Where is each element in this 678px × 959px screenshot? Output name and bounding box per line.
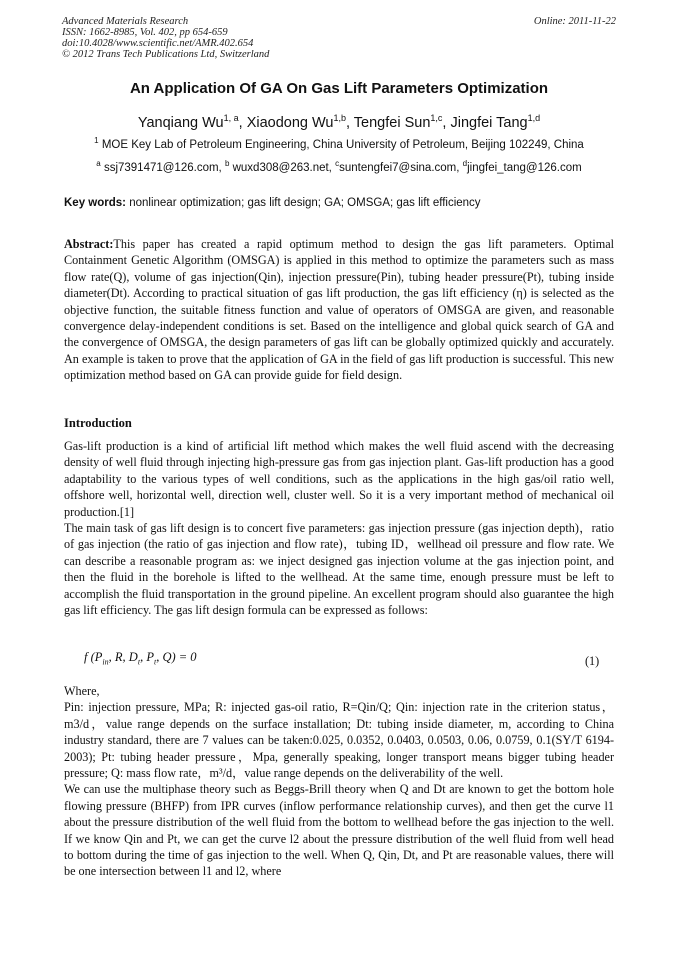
affiliation-sup: 1 [94,136,99,146]
section-heading-introduction: Introduction [64,416,132,430]
paragraph: We can use the multiphase theory such as Beggs-Brill theory when Q and Dt are known to get the bottom hole flowing pressure (BHFP) from IPR curves (inflow performance relationship curves), and then get the curve l1 about the pressure distribution of the well fluid from the bottom to wellhead before the gas injection to the well. If we know Qin and Pt, we can get the curve l2 about the pressure distribution of the well fluid from well head to bottom during the time of gas injection to the well. When Q, Qin, Dt, and Pt are reasonable values, there will be one intersection between l1 and l2, where [64,782,614,879]
eq-f: f [84,650,88,664]
eq-p: P [94,650,103,664]
email-sup: d [462,159,468,169]
author-name: Yanqiang Wu [137,115,224,131]
email: jingfei_tang@126.com [467,162,582,174]
email-list [0,159,678,174]
equation [84,650,197,667]
abstract [64,236,614,384]
journal-name: Advanced Materials Research [62,16,189,27]
eq-sub: t [153,657,157,667]
email-sup: b [224,159,230,169]
equation-number: (1) [585,654,600,668]
keywords-text: nonlinear optimization; gas lift design; GA; OMSGA; gas lift efficiency [129,197,481,209]
eq-part: , R, D [108,650,138,664]
eq-tail: , Q) = 0 [156,650,197,664]
paragraph: Where, [64,684,100,698]
copyright-line: © 2012 Trans Tech Publications Ltd, Switzerland [62,49,270,60]
journal-header [62,16,616,60]
author-sup: 1,c [430,113,443,124]
email-sup: c [335,159,340,169]
author-name: Jingfei Tang [450,115,528,131]
email: wuxd308@263.net, [232,162,332,174]
paragraph: The main task of gas lift design is to concert five parameters: gas injection pressure (gas injection depth)，ratio of gas injection (the ratio of gas injection and flow rate)，tubing ID，wellhead oil pressure and flow rate. We can describe a reasonable program as: we inject designed gas injection volume at the gas injection point, and then the fluid in the borehole is lifted to the wellhead. At the same time, enough pressure must be left to accomplish the fluid transportation in the ground pipeline. An excellent program should also guarantee the high gas lift efficiency. The gas lift design formula can be expressed as follows: [64,521,614,618]
author-name: Tengfei Sun [353,115,431,131]
abstract-label: Abstract: [64,237,114,251]
email: ssj7391471@126.com, [103,162,222,174]
eq-sub: in [102,657,109,667]
doi-line: doi:10.4028/www.scientific.net/AMR.402.654 [62,38,254,49]
author-name: Xiaodong Wu [246,115,334,131]
eq-sub: t [137,657,141,667]
email-sup: a [96,159,101,169]
paragraph: Pin: injection pressure, MPa; R: injected gas-oil ratio, R=Qin/Q; Qin: injection rate in the criterion status，m3/d，value range depends on the surface installation; Dt: tubing inside diameter, m, according to China industry standard, there are 7 values can be taken:0.025, 0.0352, 0.0403, 0.0503, 0.06, 0.0759, 0.1(SY/T 6194-2003); Pt: tubing header pressure，Mpa, generally speaking, longer transport means bigger tubing header pressure; Q: mass flow rate，m³/d，value range depends on the deliverability of the well. [64,700,614,781]
eq-open: ( [90,650,95,664]
introduction-body [64,438,614,618]
author-sup: 1, a [223,113,239,124]
paragraph: Gas-lift production is a kind of artificial lift method which makes the well fluid ascend with the decreasing density of well fluid through injecting high-pressure gas from gas injection plant. Gas-lift production has a good adaptability to the various types of well conditions, such as the applications in the high gas/oil ratio well, offshore well, horizontal well, direction well, cluster well. So it is a very important method of mechanical oil production.[1] [64,439,614,519]
paper-title: An Application Of GA On Gas Lift Parameters Optimization [129,80,549,97]
keywords-label: Key words: [64,197,126,209]
email: suntengfei7@sina.com, [339,162,460,174]
author-sup: 1,b [333,113,346,124]
author-sup: 1,d [527,113,541,124]
author-list: Yanqiang Wu$^{1, a}$, Xiaodong Wu$^{1,b}$, Tengfei Sun$^{1,c}$, Jingfei Tang$^{1,d}$ [137,113,541,131]
issn-line: ISSN: 1662-8985, Vol. 402, pp 654-659 [62,27,228,38]
abstract-text: This paper has created a rapid optimum method to design the gas lift parameters. Optimal Containment Genetic Algorithm (OMSGA) is applied in this method to optimize the parameters such as mass flow rate(Q), volume of gas injection(Qin), injection pressure(Pin), tubing header pressure(Pt), tubing inside diameter(Dt). According to practical situation of gas lift production, the gas lift efficiency (η) is selected as the objective function, the suitable fitness function and value of operators of OMSGA are given, and reasonable convergence delay-independent conditions is set. Based on the intelligence and global quick search of GA and the convergence of OMSGA, the design parameters of gas lift can be globally optimized quickly and accurately. An example is taken to prove that the application of GA in the field of gas lift production is successful. This new optimization method based on GA can provide guide for field design. [64,237,614,383]
keywords [64,197,624,209]
eq-part: , P [140,650,154,664]
definitions-body [64,683,614,880]
affiliation [0,136,678,151]
online-date: Online: 2011-11-22 [533,16,616,27]
affiliation-text: MOE Key Lab of Petroleum Engineering, China University of Petroleum, Beijing 102249, China [101,139,584,151]
